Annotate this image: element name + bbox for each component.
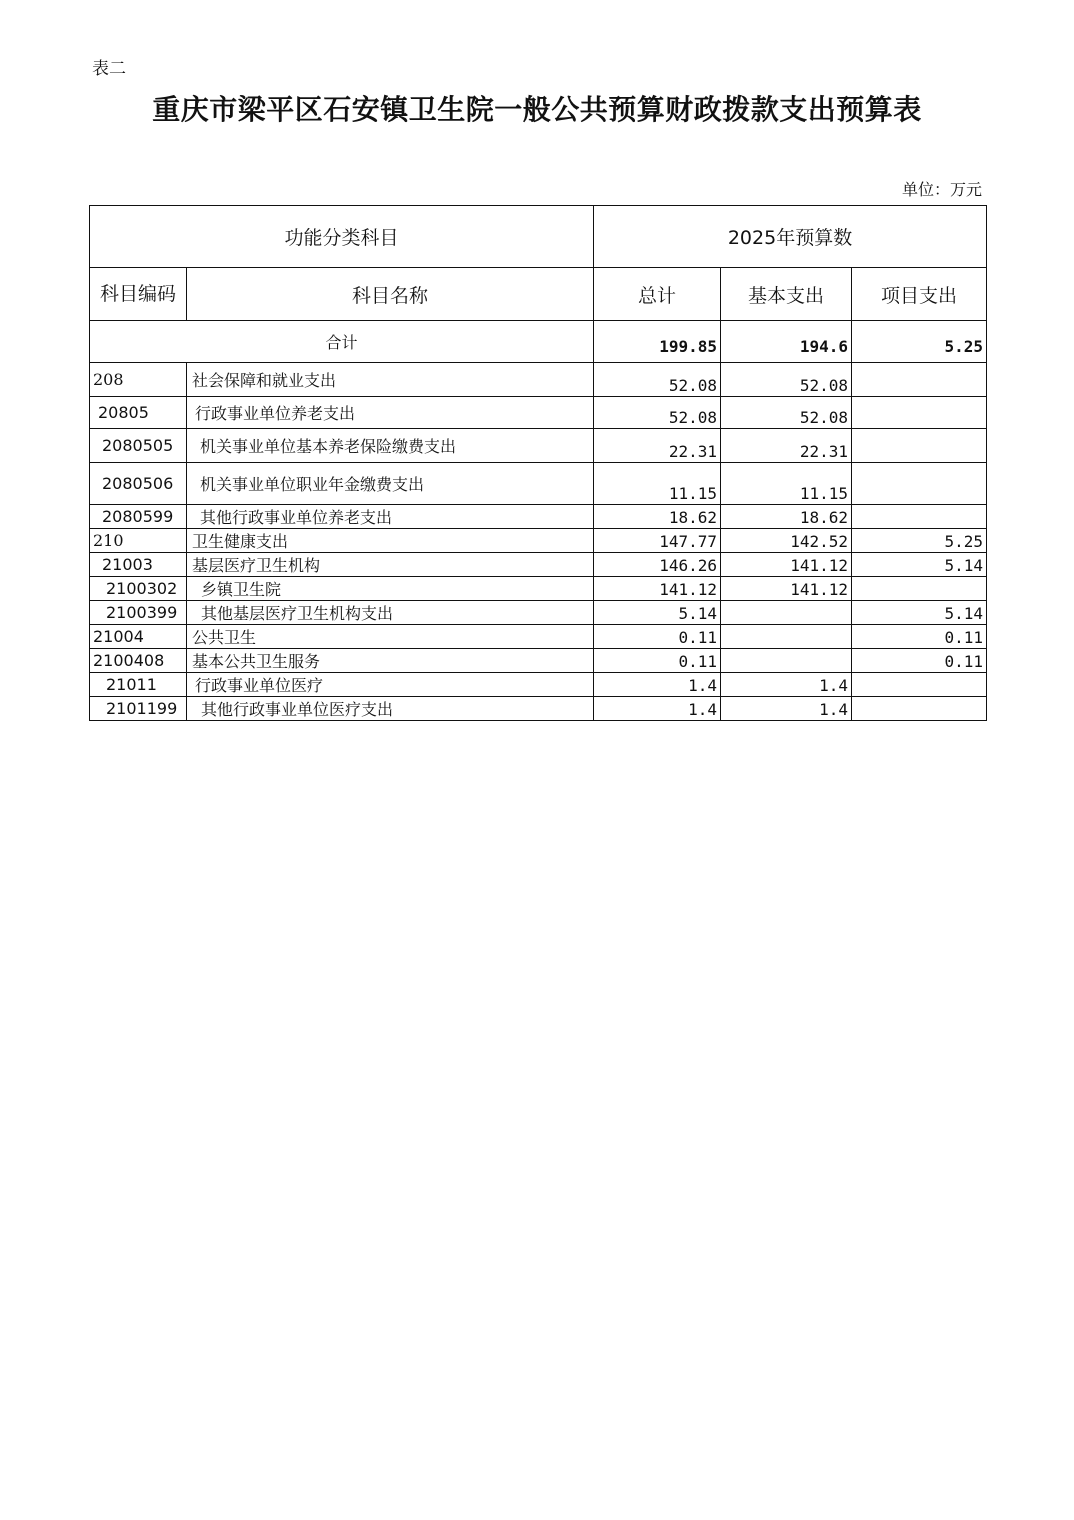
row-project <box>852 697 987 721</box>
row-basic: 11.15 <box>721 463 852 505</box>
budget-table <box>89 205 987 721</box>
row-code: 2101199 <box>90 697 187 721</box>
table-row <box>90 463 987 505</box>
table-row <box>90 363 987 397</box>
row-name: 机关事业单位职业年金缴费支出 <box>187 463 594 505</box>
table-row <box>90 577 987 601</box>
row-name: 乡镇卫生院 <box>187 577 594 601</box>
table-row <box>90 697 987 721</box>
row-basic: 52.08 <box>721 397 852 429</box>
row-project <box>852 505 987 529</box>
row-project: 5.14 <box>852 553 987 577</box>
budget-year-header: 2025年预算数 <box>594 206 987 268</box>
row-name: 行政事业单位养老支出 <box>187 397 594 429</box>
function-classification-header: 功能分类科目 <box>90 206 594 268</box>
row-total: 52.08 <box>594 397 721 429</box>
column-header-row <box>90 268 987 321</box>
row-code: 2080505 <box>90 429 187 463</box>
row-name: 公共卫生 <box>187 625 594 649</box>
row-code: 21003 <box>90 553 187 577</box>
row-project <box>852 463 987 505</box>
table-row <box>90 553 987 577</box>
row-basic: 22.31 <box>721 429 852 463</box>
name-column-header: 科目名称 <box>187 268 594 321</box>
row-code: 210 <box>90 529 187 553</box>
total-row-basic: 194.6 <box>721 321 852 363</box>
basic-column-header: 基本支出 <box>721 268 852 321</box>
code-column-header: 科目编码 <box>90 268 187 321</box>
table-row <box>90 601 987 625</box>
row-name: 社会保障和就业支出 <box>187 363 594 397</box>
row-total: 1.4 <box>594 697 721 721</box>
row-name: 行政事业单位医疗 <box>187 673 594 697</box>
row-total: 147.77 <box>594 529 721 553</box>
row-project <box>852 397 987 429</box>
page-title: 重庆市梁平区石安镇卫生院一般公共预算财政拨款支出预算表 <box>152 93 922 126</box>
row-total: 22.31 <box>594 429 721 463</box>
row-code: 2100408 <box>90 649 187 673</box>
row-total: 0.11 <box>594 625 721 649</box>
row-code: 2080599 <box>90 505 187 529</box>
row-name: 基本公共卫生服务 <box>187 649 594 673</box>
table-row <box>90 505 987 529</box>
row-project: 5.25 <box>852 529 987 553</box>
row-total: 0.11 <box>594 649 721 673</box>
table-label: 表二 <box>92 59 126 79</box>
row-name: 其他基层医疗卫生机构支出 <box>187 601 594 625</box>
row-project <box>852 429 987 463</box>
row-code: 2100399 <box>90 601 187 625</box>
row-total: 11.15 <box>594 463 721 505</box>
row-project: 0.11 <box>852 649 987 673</box>
row-code: 208 <box>90 363 187 397</box>
row-total: 146.26 <box>594 553 721 577</box>
row-code: 2100302 <box>90 577 187 601</box>
row-basic: 52.08 <box>721 363 852 397</box>
table-row <box>90 673 987 697</box>
row-name: 基层医疗卫生机构 <box>187 553 594 577</box>
table-row <box>90 649 987 673</box>
total-row-total: 199.85 <box>594 321 721 363</box>
total-column-header: 总计 <box>594 268 721 321</box>
row-project <box>852 673 987 697</box>
row-code: 21011 <box>90 673 187 697</box>
row-name: 其他行政事业单位养老支出 <box>187 505 594 529</box>
unit-label: 单位：万元 <box>901 180 982 199</box>
row-basic: 142.52 <box>721 529 852 553</box>
row-total: 18.62 <box>594 505 721 529</box>
row-basic: 1.4 <box>721 697 852 721</box>
total-row <box>90 321 987 363</box>
total-row-label: 合计 <box>90 321 594 363</box>
row-total: 52.08 <box>594 363 721 397</box>
group-header-row <box>90 206 987 268</box>
row-basic: 18.62 <box>721 505 852 529</box>
row-code: 20805 <box>90 397 187 429</box>
row-basic: 141.12 <box>721 577 852 601</box>
row-project <box>852 577 987 601</box>
row-basic <box>721 601 852 625</box>
row-project <box>852 363 987 397</box>
row-code: 21004 <box>90 625 187 649</box>
row-basic <box>721 649 852 673</box>
row-basic <box>721 625 852 649</box>
row-code: 2080506 <box>90 463 187 505</box>
project-column-header: 项目支出 <box>852 268 987 321</box>
row-name: 其他行政事业单位医疗支出 <box>187 697 594 721</box>
row-basic: 141.12 <box>721 553 852 577</box>
row-project: 5.14 <box>852 601 987 625</box>
row-basic: 1.4 <box>721 673 852 697</box>
table-row <box>90 529 987 553</box>
row-project: 0.11 <box>852 625 987 649</box>
table-row <box>90 625 987 649</box>
table-row <box>90 397 987 429</box>
row-name: 机关事业单位基本养老保险缴费支出 <box>187 429 594 463</box>
row-total: 141.12 <box>594 577 721 601</box>
table-row <box>90 429 987 463</box>
row-total: 1.4 <box>594 673 721 697</box>
total-row-project: 5.25 <box>852 321 987 363</box>
row-total: 5.14 <box>594 601 721 625</box>
row-name: 卫生健康支出 <box>187 529 594 553</box>
